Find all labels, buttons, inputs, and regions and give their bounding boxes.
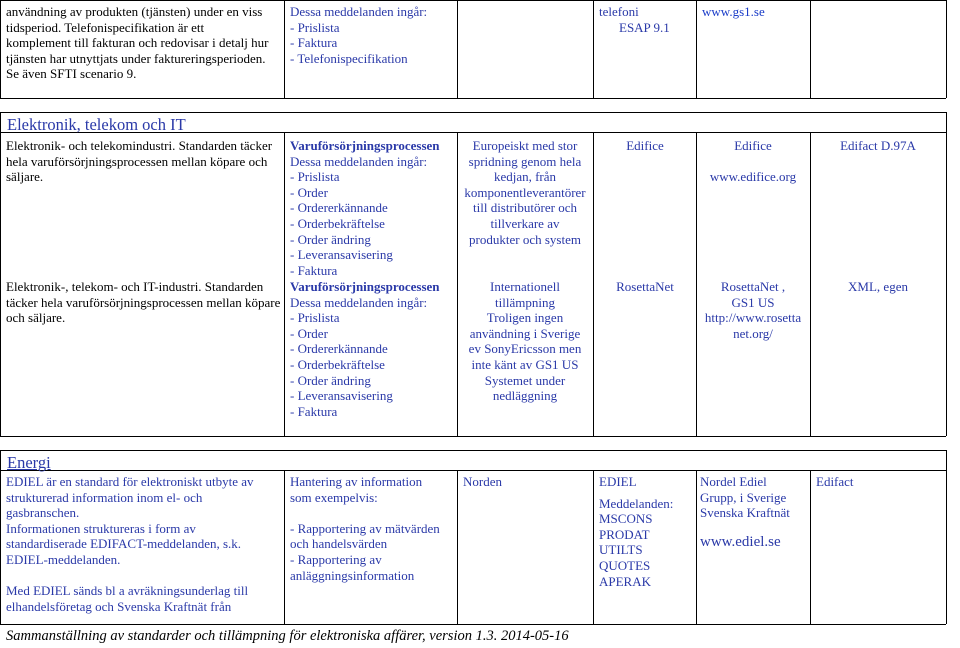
elektronik-description-2: Elektronik-, telekom- och IT-industri. Standarden täcker hela varuförsörjningsprocessen mellan köpare och säljare. [6,279,281,326]
row-border [0,0,946,1]
row-border [0,450,946,451]
section-heading-elektronik: Elektronik, telekom och IT [7,115,186,134]
elektronik-organisation-2: RosettaNet [616,279,674,294]
energi-standard: Edifact [816,474,854,489]
col-border [696,132,697,436]
top-description: användning av produkten (tjänsten) under en viss tidsperiod. Telefonispecifikation är ett komplement till fakturan och redovisar i detalj hur tjänsten har utnyttjats under faktureringsperioden. Se även SFTI scenario 9. [6,4,269,82]
col-border [593,470,594,624]
top-messages: Dessa meddelanden ingår: - Prislista - Faktura - Telefonispecifikation [290,4,428,66]
rosettanet-link[interactable]: http://www.rosetta [704,310,802,326]
col-border [0,0,1,98]
elektronik-usage-1: Europeiskt med stor spridning genom hela kedjan, från komponentleverantörer till distributörer och tillverkare av produkter och system [464,138,586,247]
col-border [810,0,811,98]
edifice-link[interactable]: www.edifice.org [709,169,797,185]
elektronik-description-1: Elektronik- och telekomindustri. Standarden täcker hela varuförsörjningsprocessen mellan köpare och säljare. [6,138,273,185]
col-border [284,132,285,436]
ediel-link[interactable]: www.ediel.se [700,533,781,550]
page-footer: Sammanställning av standarder och tillämpning för elektroniska affärer, version 1.3. 2014-05-16 [6,628,569,644]
elektronik-process-1: Varuförsörjningsprocessen Dessa meddelanden ingår: - Prislista - Order - Ordererkännande - Orderbekräftelse - Order ändring - Leveransavisering - Faktura [290,138,440,278]
col-border [457,0,458,98]
row-border [0,112,946,113]
row-border [0,436,946,437]
energi-usage: Norden [463,474,502,489]
col-border [457,470,458,624]
col-border [457,132,458,436]
col-border [946,450,947,624]
elektronik-process-2: Varuförsörjningsprocessen Dessa meddelanden ingår: - Prislista - Order - Ordererkännande - Orderbekräftelse - Order ändring - Leveransavisering - Faktura [290,279,440,419]
top-website-link[interactable]: www.gs1.se [702,4,765,19]
col-border [284,0,285,98]
col-border [0,450,1,624]
col-border [696,470,697,624]
col-border [593,132,594,436]
col-border [284,470,285,624]
col-border [0,112,1,436]
elektronik-organisation-1: Edifice [626,138,664,153]
elektronik-usage-2: Internationell tillämpning Troligen ingen användning i Sverige ev SonyEricsson men inte känt av GS1 US Systemet under nedläggning [468,279,582,404]
col-border [696,0,697,98]
elektronik-standard-1: Edifact D.97A [840,138,916,153]
col-border [810,132,811,436]
col-border [946,0,947,98]
row-border [0,98,946,99]
row-border [0,470,946,471]
energi-organisation: EDIEL Meddelanden: MSCONS PRODAT UTILTS QUOTES APERAK [599,474,674,589]
top-application: telefoni ESAP 9.1 [599,4,670,35]
elektronik-standard-2: XML, egen [848,279,908,294]
col-border [810,470,811,624]
elektronik-contact-1: Edifice www.edifice.org [698,138,808,185]
col-border [593,0,594,98]
energi-contact: Nordel Ediel Grupp, i Sverige Svenska Kraftnät www.ediel.se [700,474,808,551]
energi-description: EDIEL är en standard för elektroniskt utbyte av strukturerad information inom el- och gasbranschen. Informationen struktureras i form av standardiserade EDIFACT-meddelanden, s.k. EDIEL-meddelanden. Med EDIEL sänds bl a avräkningsunderlag till elhandelsföretag och Svenska Kraftnät från [6,474,254,614]
energi-process: Hantering av information som exempelvis: - Rapportering av mätvärden och handelsvärden - Rapportering av anläggningsinformation [290,474,440,583]
section-heading-energi: Energi [7,453,51,472]
col-border [946,112,947,436]
elektronik-contact-2: RosettaNet , GS1 US http://www.rosetta net.org/ [698,279,808,341]
row-border [0,624,946,625]
